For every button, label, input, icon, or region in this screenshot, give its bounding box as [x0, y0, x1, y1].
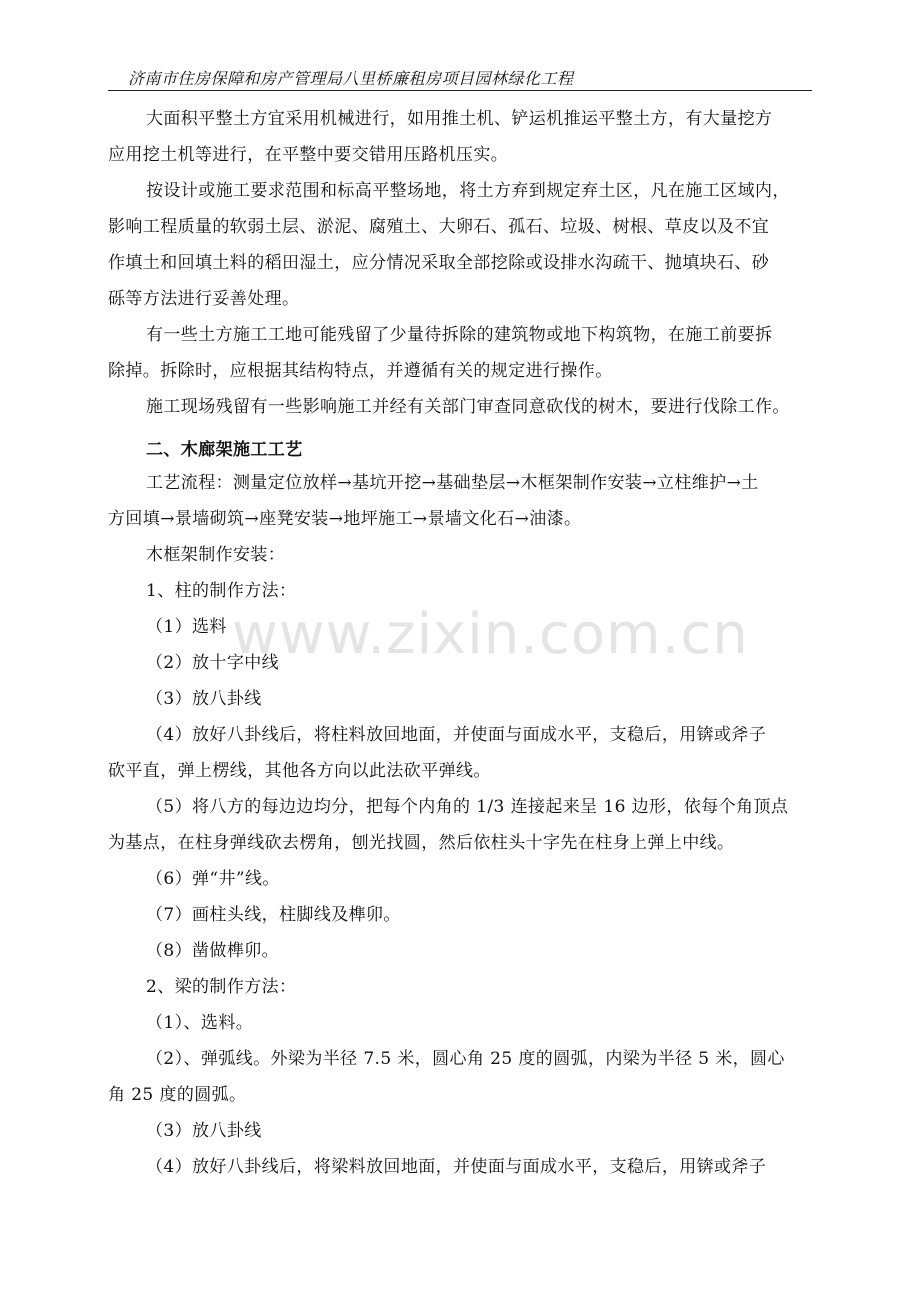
- paragraph-line: 大面积平整土方宜采用机械进行，如用推土机、铲运机推运平整土方，有大量挖方: [146, 109, 773, 129]
- page-header: [108, 64, 812, 91]
- list-item: （2）放十字中线: [146, 653, 280, 673]
- list-item: （7）画柱头线，柱脚线及榫卯。: [146, 905, 401, 925]
- list-item: 1、柱的制作方法：: [146, 581, 297, 601]
- list-item: （8）凿做榫卯。: [146, 941, 280, 961]
- header-title: 济南市住房保障和房产管理局八里桥廉租房项目园林绿化工程: [128, 69, 574, 88]
- list-item: （5）将八方的每边边均分，把每个内角的 1/3 连接起来呈 16 边形，依每个角顶点: [146, 797, 789, 817]
- section-heading: 二、木廊架施工工艺: [146, 440, 303, 460]
- list-item: （4）放好八卦线后，将柱料放回地面，并使面与面成水平，支稳后，用锛或斧子: [146, 725, 767, 745]
- paragraph-line: 角 25 度的圆弧。: [108, 1085, 247, 1105]
- list-item: （3）放八卦线: [146, 1121, 262, 1141]
- paragraph-line: 按设计或施工要求范围和标高平整场地，将土方弃到规定弃土区，凡在施工区域内，: [146, 181, 790, 201]
- list-item: （2）、弹弧线。外梁为半径 7.5 米，圆心角 25 度的圆弧，内梁为半径 5 米，圆心: [146, 1049, 785, 1069]
- paragraph-line: 影响工程质量的软弱土层、淤泥、腐殖土、大卵石、孤石、垃圾、树根、草皮以及不宜: [108, 217, 770, 237]
- list-item: （4）放好八卦线后，将梁料放回地面，并使面与面成水平，支稳后，用锛或斧子: [146, 1157, 767, 1177]
- list-item: （3）放八卦线: [146, 689, 262, 709]
- paragraph-line: 应用挖土机等进行，在平整中要交错用压路机压实。: [108, 145, 509, 165]
- paragraph-line: 作填土和回填土料的稻田湿土，应分情况采取全部挖除或设排水沟疏干、抛填块石、砂: [108, 253, 770, 273]
- paragraph-line: 施工现场残留有一些影响施工并经有关部门审查同意砍伐的树木，要进行伐除工作。: [146, 397, 790, 417]
- list-item: （6）弹“井”线。: [146, 869, 280, 889]
- paragraph-line: 除掉。拆除时，应根据其结构特点，并遵循有关的规定进行操作。: [108, 361, 613, 381]
- paragraph-line: 砍平直，弹上楞线，其他各方向以此法砍平弹线。: [108, 761, 491, 781]
- list-item: 2、梁的制作方法：: [146, 977, 297, 997]
- paragraph-line: 砾等方法进行妥善处理。: [108, 289, 300, 309]
- paragraph-line: 有一些土方施工工地可能残留了少量待拆除的建筑物或地下构筑物，在施工前要拆: [146, 325, 773, 345]
- watermark-text: www.zixin.com.cn: [232, 602, 749, 667]
- list-item: （1）、选料。: [146, 1013, 254, 1033]
- paragraph-line: 木框架制作安装：: [146, 545, 286, 565]
- list-item: （1）选料: [146, 617, 227, 637]
- document-body: [108, 108, 816, 1179]
- paragraph-line: 方回填→景墙砌筑→座凳安装→地坪施工→景墙文化石→油漆。: [108, 509, 582, 529]
- paragraph-line: 工艺流程：测量定位放样→基坑开挖→基础垫层→木框架制作安装→立柱维护→土: [146, 473, 759, 493]
- paragraph-line: 为基点，在柱身弹线砍去楞角，刨光找圆，然后依柱头十字先在柱身上弹上中线。: [108, 833, 735, 853]
